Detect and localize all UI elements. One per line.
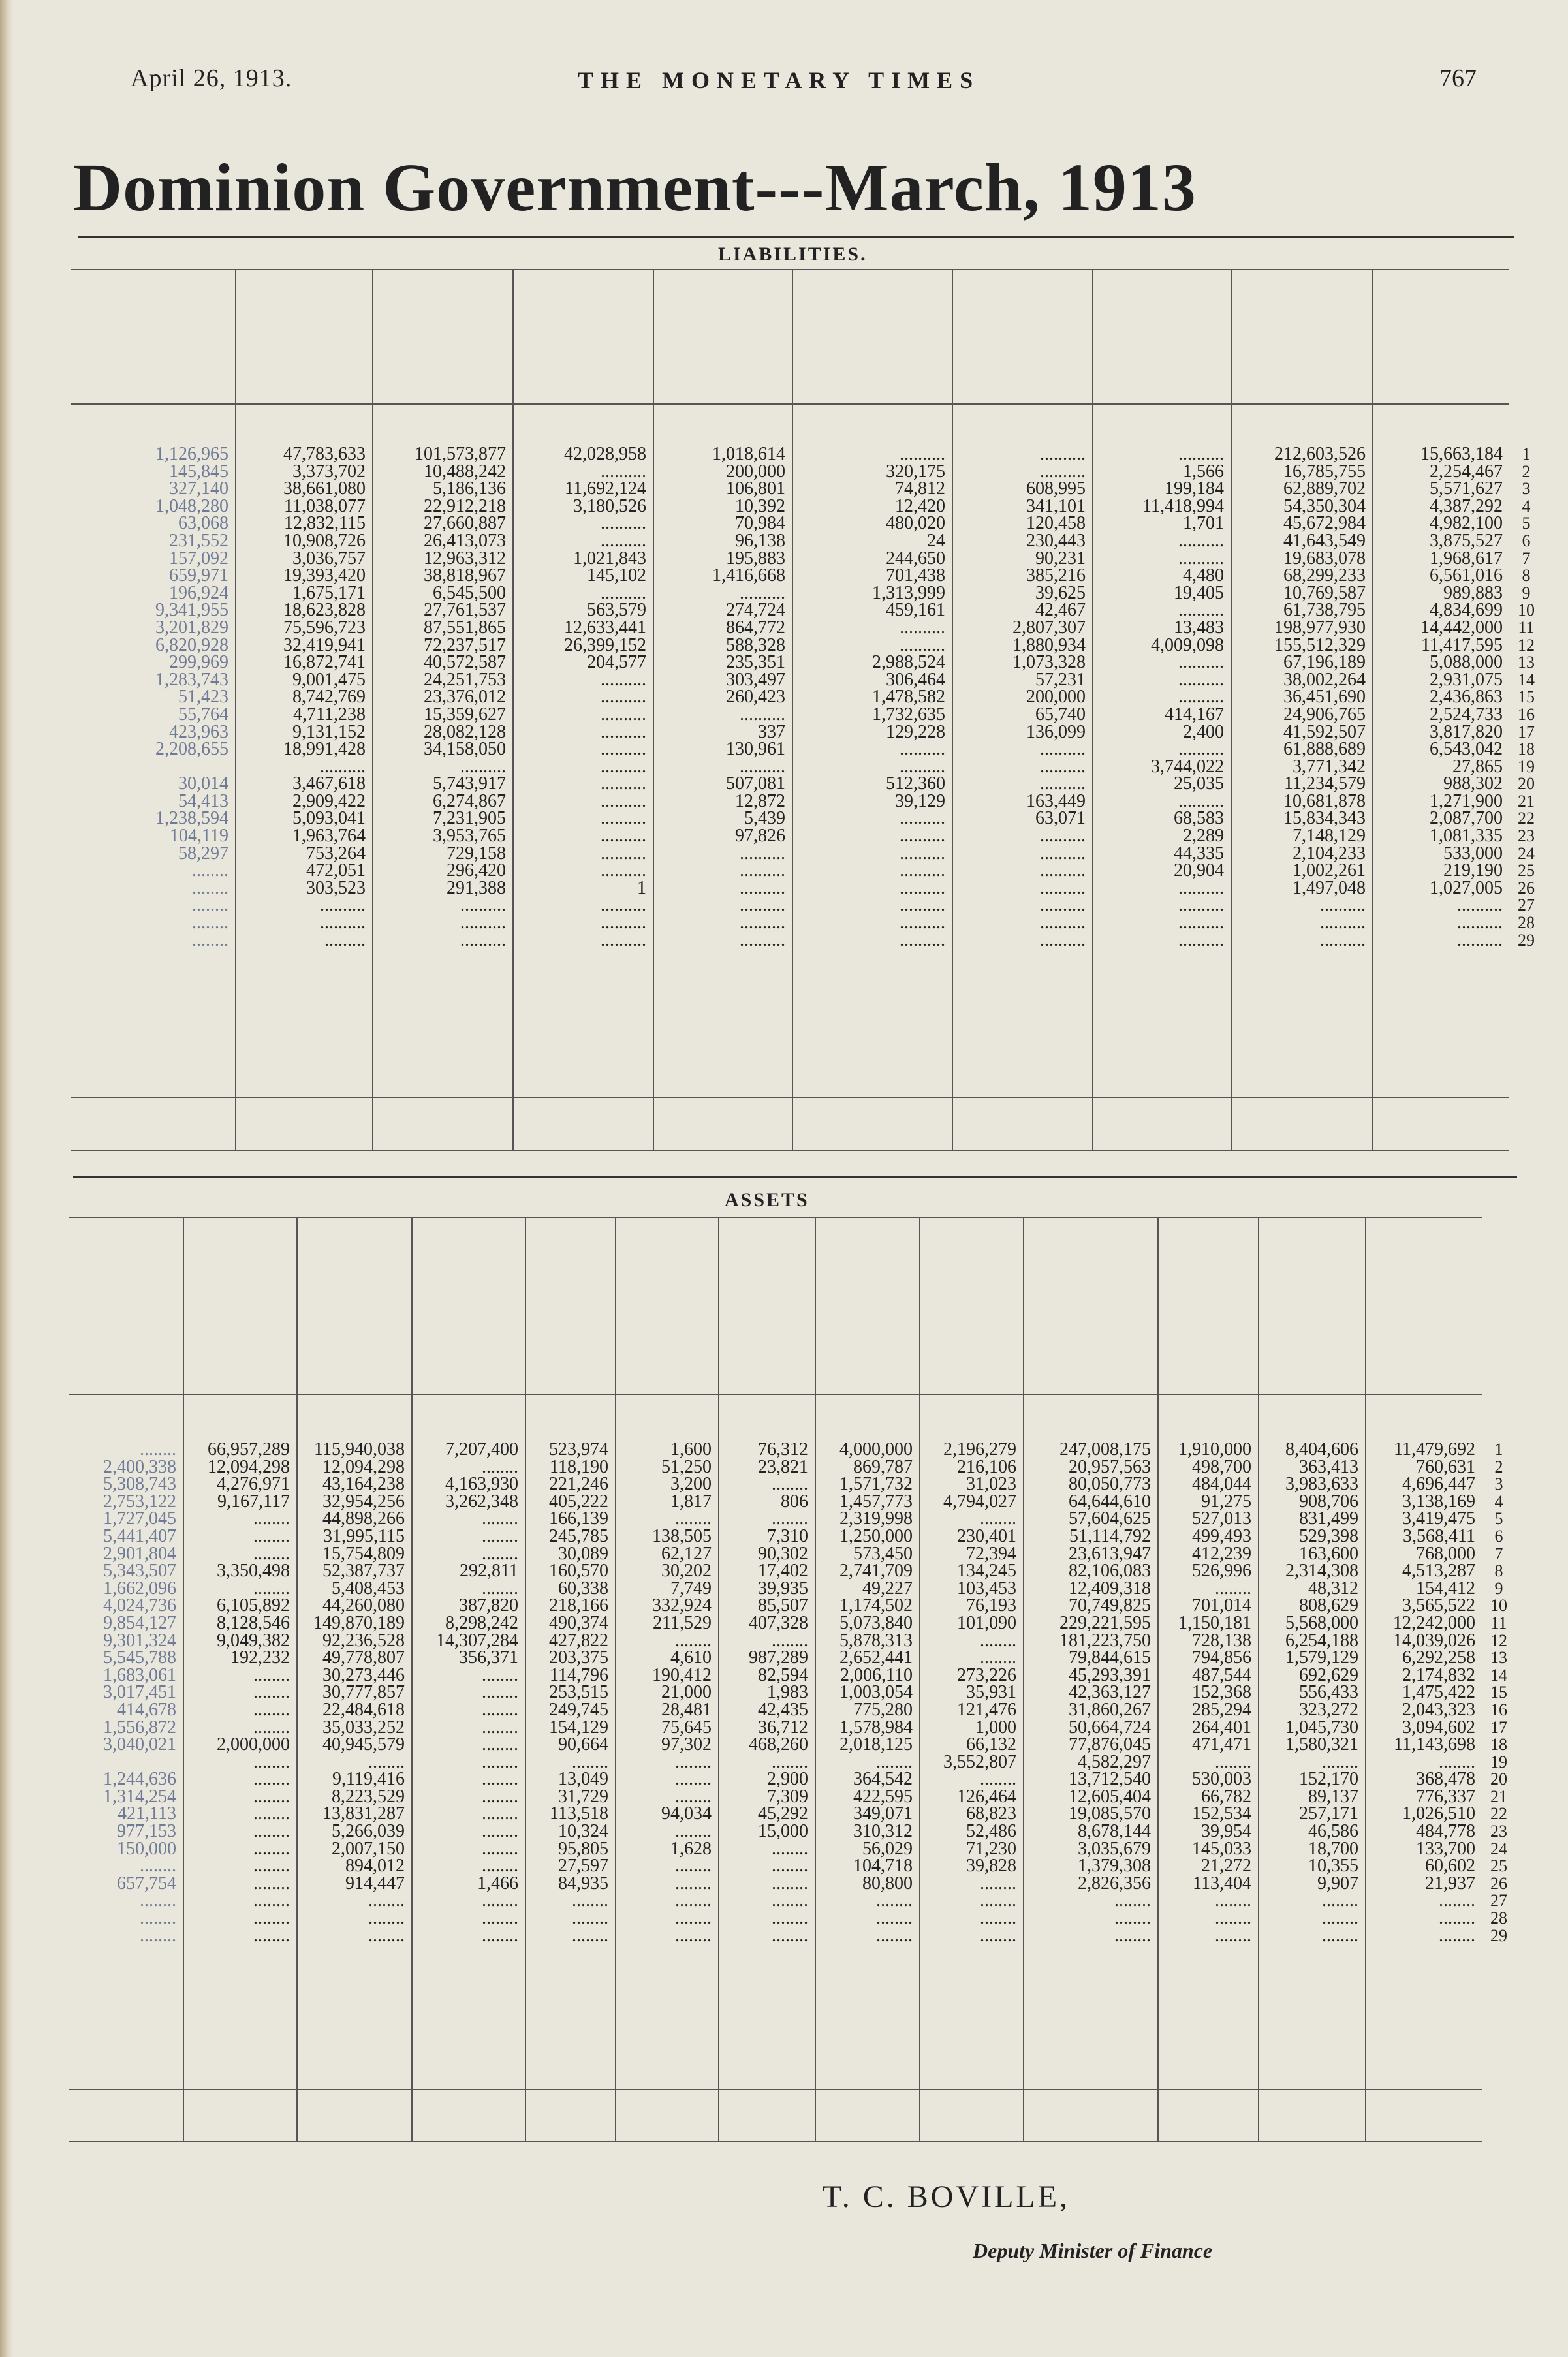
liabilities-column-header	[792, 272, 952, 401]
liabilities-title: LIABILITIES.	[718, 243, 868, 265]
liabilities-header-bottom-line	[71, 403, 1509, 405]
issue-date: April 26, 1913.	[131, 65, 292, 92]
assets-title: ASSETS	[725, 1189, 809, 1211]
liabilities-data-column: 15,663,184 2,254,467 5,571,627 4,387,292 4,982,100 3,875,527 1,968,617 6,561,016 989,883 4,834,699 14,442,000 11,417,595 5,088,000 2,931,075 2,436,863 2,524,733 3,817,820 6,543,042 27,865 988,302 1,271,900 2,087,700 1,081,335 533,000 219,190 1,027,005 .......... .......... ..........	[1420, 444, 1503, 950]
assets-total-bottom-line	[69, 2141, 1482, 2142]
assets-column-header	[296, 1219, 411, 1391]
liabilities-column-header	[1372, 272, 1509, 401]
assets-data-column: 115,940,038 12,094,298 43,164,238 32,954,256 44,898,266 31,995,115 15,754,809 52,387,737 5,408,453 44,260,080 149,870,189 92,236,528 49,778,807 30,273,446 30,777,857 22,484,618 35,033,252 40,945,579 ........ 9,119,416 8,223,529 13,831,287 5,266,039 2,007,150 894,012 914,447 ........ ........ ........	[313, 1439, 405, 1946]
assets-data-column: 7,207,400 ........ 4,163,930 3,262,348 ........ ........ ........ 292,811 ........ 387,820 8,298,242 14,307,284 356,371 ........ ........ ........ ........ ........ ........ ........ ........ ........ ........ ........ ........ 1,466 ........ ........ ........	[436, 1439, 518, 1946]
assets-data-column: 2,196,279 216,106 31,023 4,794,027 ........ 230,401 72,394 134,245 103,453 76,193 101,090 ........ ........ 273,226 35,931 121,476 1,000 66,132 3,552,807 ........ 126,464 68,823 52,486 71,230 39,828 ........ ........ ........ ........	[943, 1439, 1016, 1946]
liabilities-column-header	[1092, 272, 1231, 401]
assets-column-header	[1365, 1219, 1482, 1391]
liabilities-column-header	[1231, 272, 1372, 401]
page-title: Dominion Government---March, 1913	[73, 150, 1197, 225]
assets-total-top-line	[69, 2089, 1482, 2090]
liabilities-total-bottom-line	[71, 1150, 1509, 1151]
liabilities-data-column: 1,018,614 200,000 106,801 10,392 70,984 96,138 195,883 1,416,668 .......... 274,724 864,772 588,328 235,351 303,497 260,423 .......... 337 130,961 .......... 507,081 12,872 5,439 97,826 .......... .......... .......... .......... .......... ..........	[712, 444, 785, 950]
assets-data-column: 1,910,000 498,700 484,044 91,275 527,013 499,493 412,239 526,996 ........ 701,014 1,150,181 728,138 794,856 487,544 152,368 285,294 264,401 471,471 ........ 530,003 66,782 152,534 39,954 145,033 21,272 113,404 ........ ........ ........	[1178, 1439, 1251, 1946]
liabilities-column-header	[235, 272, 372, 401]
assets-data-column: 1,600 51,250 3,200 1,817 ........ 138,505 62,127 30,202 7,749 332,924 211,529 ........ 4,610 190,412 21,000 28,481 75,645 97,302 ........ ........ ........ 94,034 ........ 1,628 ........ ........ ........ ........ ........	[652, 1439, 712, 1946]
page	[26, 0, 1568, 2357]
assets-data-column: 4,000,000 869,787 1,571,732 1,457,773 2,319,998 1,250,000 573,450 2,741,709 49,227 1,174,502 5,073,840 5,878,313 2,652,441 2,006,110 1,003,054 775,280 1,578,984 2,018,125 ........ 364,542 422,595 349,071 310,312 56,029 104,718 80,800 ........ ........ ........	[839, 1439, 913, 1946]
assets-data-column: 247,008,175 20,957,563 80,050,773 64,644,610 57,604,625 51,114,792 23,613,947 82,106,083 12,409,318 70,749,825 229,221,595 181,223,750 79,844,615 45,293,391 42,363,127 31,860,267 50,664,724 77,876,045 4,582,297 13,712,540 12,605,404 19,085,570 8,678,144 3,035,679 1,379,308 2,826,356 ........ ........ ........	[1059, 1439, 1151, 1946]
assets-table-top-line	[69, 1217, 1482, 1218]
liabilities-column-header	[512, 272, 653, 401]
title-rule	[78, 236, 1514, 238]
assets-data-column: 11,479,692 760,631 4,696,447 3,138,169 3,419,475 3,568,411 768,000 4,513,287 154,412 3,565,522 12,242,000 14,039,026 6,292,258 2,174,832 1,475,422 2,043,323 3,094,602 11,143,698 ........ 368,478 776,337 1,026,510 484,778 133,700 60,602 21,937 ........ ........ ........	[1393, 1439, 1475, 1946]
liabilities-table-top-line	[71, 269, 1509, 270]
liabilities-data-column: 212,603,526 16,785,755 62,889,702 54,350,304 45,672,984 41,643,549 19,683,078 68,299,233 10,769,587 61,738,795 198,977,930 155,512,329 67,196,189 38,002,264 36,451,690 24,906,765 41,592,507 61,888,689 3,771,342 11,234,579 10,681,878 15,834,343 7,148,129 2,104,233 1,002,261 1,497,048 .......... .......... ..........	[1274, 444, 1366, 950]
liabilities-row-numbers: 1 2 3 4 5 6 7 8 9 10 11 12 13 14 15 16 17 18 19 20 21 22 23 24 25 26 27 28 29	[1518, 445, 1535, 950]
liabilities-data-column: 47,783,633 3,373,702 38,661,080 11,038,077 12,832,115 10,908,726 3,036,757 19,393,420 1,675,171 18,623,828 75,596,723 32,419,941 16,872,741 9,001,475 8,742,769 4,711,238 9,131,152 18,991,428 .......... 3,467,618 2,909,422 5,093,041 1,963,764 753,264 472,051 303,523 .......... .......... .........	[283, 444, 366, 950]
assets-column-header	[69, 1219, 183, 1391]
book-spine	[0, 0, 13, 2357]
assets-column-header	[815, 1219, 919, 1391]
liabilities-data-column: .......... 320,175 74,812 12,420 480,020 24 244,650 701,438 1,313,999 459,161 .......... .......... 2,988,524 306,464 1,478,582 1,732,635 129,228 .......... .......... 512,360 39,129 .......... .......... .......... .......... .......... .......... .......... ..........	[872, 444, 945, 950]
assets-column-header	[1023, 1219, 1157, 1391]
assets-column-header	[183, 1219, 296, 1391]
assets-column-header	[525, 1219, 615, 1391]
assets-column-header	[718, 1219, 815, 1391]
publication-name: THE MONETARY TIMES	[578, 67, 980, 93]
assets-top-rule	[73, 1176, 1517, 1178]
assets-column-header	[615, 1219, 718, 1391]
liabilities-data-column: 101,573,877 10,488,242 5,186,136 22,912,218 27,660,887 26,413,073 12,963,312 38,818,967 6,545,500 27,761,537 87,551,865 72,237,517 40,572,587 24,251,753 23,376,012 15,359,627 28,082,128 34,158,050 .......... 5,743,917 6,274,867 7,231,905 3,953,765 729,158 296,420 291,388 .......... .......... ..........	[415, 444, 506, 950]
signature-name: T. C. BOVILLE,	[823, 2179, 1071, 2214]
liabilities-data-column: 1,126,965 145,845 327,140 1,048,280 63,068 231,552 157,092 659,971 196,924 9,341,955 3,201,829 6,820,928 299,969 1,283,743 51,423 55,764 423,963 2,208,655 30,014 54,413 1,238,594 104,119 58,297 ........ ........ ........ ........ ........	[155, 444, 228, 950]
liabilities-column-header	[952, 272, 1092, 401]
liabilities-data-column: .......... .......... 608,995 341,101 120,458 230,443 90,231 385,216 39,625 42,467 2,807,307 1,880,934 1,073,328 57,231 200,000 65,740 136,099 .......... .......... .......... 163,449 63,071 .......... .......... .......... .......... .......... .......... ..........	[1012, 444, 1086, 950]
assets-column-header	[919, 1219, 1023, 1391]
assets-column-header	[1157, 1219, 1258, 1391]
running-head	[26, 64, 1547, 103]
liabilities-column-header	[653, 272, 792, 401]
liabilities-data-column: 42,028,958 .......... 11,692,124 3,180,526 .......... .......... 1,021,843 145,102 .......... 563,579 12,633,441 26,399,152 204,577 .......... .......... .......... .......... .......... .......... .......... .......... .......... .......... .......... .......... 1 .......... .......... ..........	[564, 444, 646, 950]
assets-column-header	[1258, 1219, 1365, 1391]
page-number: 767	[1439, 65, 1477, 92]
assets-data-column: 523,974 118,190 221,246 405,222 166,139 245,785 30,089 160,570 60,338 218,166 490,374 427,822 203,375 114,796 253,515 249,745 154,129 90,664 ........ 13,049 31,729 113,518 10,324 95,805 27,597 84,935 ........ ........ ........	[549, 1439, 608, 1946]
liabilities-data-column: .......... 1,566 199,184 11,418,994 1,701 .......... .......... 4,480 19,405 .......... 13,483 4,009,098 .......... .......... .......... 414,167 2,400 .......... 3,744,022 25,035 .......... 68,583 2,289 44,335 20,904 .......... .......... .......... ..........	[1142, 444, 1224, 950]
assets-row-numbers: 1 2 3 4 5 6 7 8 9 10 11 12 13 14 15 16 17 18 19 20 21 22 23 24 25 26 27 28 29	[1490, 1440, 1507, 1945]
assets-data-column: 66,957,289 12,094,298 4,276,971 9,167,117 ........ ........ ........ 3,350,498 ........ 6,105,892 8,128,546 9,049,382 192,232 ........ ........ ........ ........ 2,000,000 ........ ........ ........ ........ ........ ........ ........ ........ ........ ........ ........	[208, 1439, 290, 1946]
liabilities-total-top-line	[71, 1097, 1509, 1098]
liabilities-column-header	[71, 272, 235, 401]
assets-data-column: 8,404,606 363,413 3,983,633 908,706 831,499 529,398 163,600 2,314,308 48,312 808,629 5,568,000 6,254,188 1,579,129 692,629 556,433 323,272 1,045,730 1,580,321 ........ 152,170 89,137 257,171 46,586 18,700 10,355 9,907 ........ ........ ........	[1285, 1439, 1358, 1946]
assets-header-bottom-line	[69, 1394, 1482, 1395]
assets-data-column: 76,312 23,821 ........ 806 ........ 7,310 90,302 17,402 39,935 85,507 407,328 ........ 987,289 82,594 1,983 42,435 36,712 468,260 ........ 2,900 7,309 45,292 15,000 ........ ........ ........ ........ ........ ........	[749, 1439, 808, 1946]
liabilities-column-header	[372, 272, 512, 401]
assets-column-header	[411, 1219, 525, 1391]
assets-data-column: ........ 2,400,338 5,308,743 2,753,122 1,727,045 5,441,407 2,901,804 5,343,507 1,662,096 4,024,736 9,854,127 9,301,324 5,545,788 1,683,061 3,017,451 414,678 1,556,872 3,040,021 1,244,636 1,314,254 421,113 977,153 150,000 ........ 657,754 ........ ........ ........	[103, 1439, 176, 1946]
signature-title: Deputy Minister of Finance	[973, 2239, 1213, 2262]
